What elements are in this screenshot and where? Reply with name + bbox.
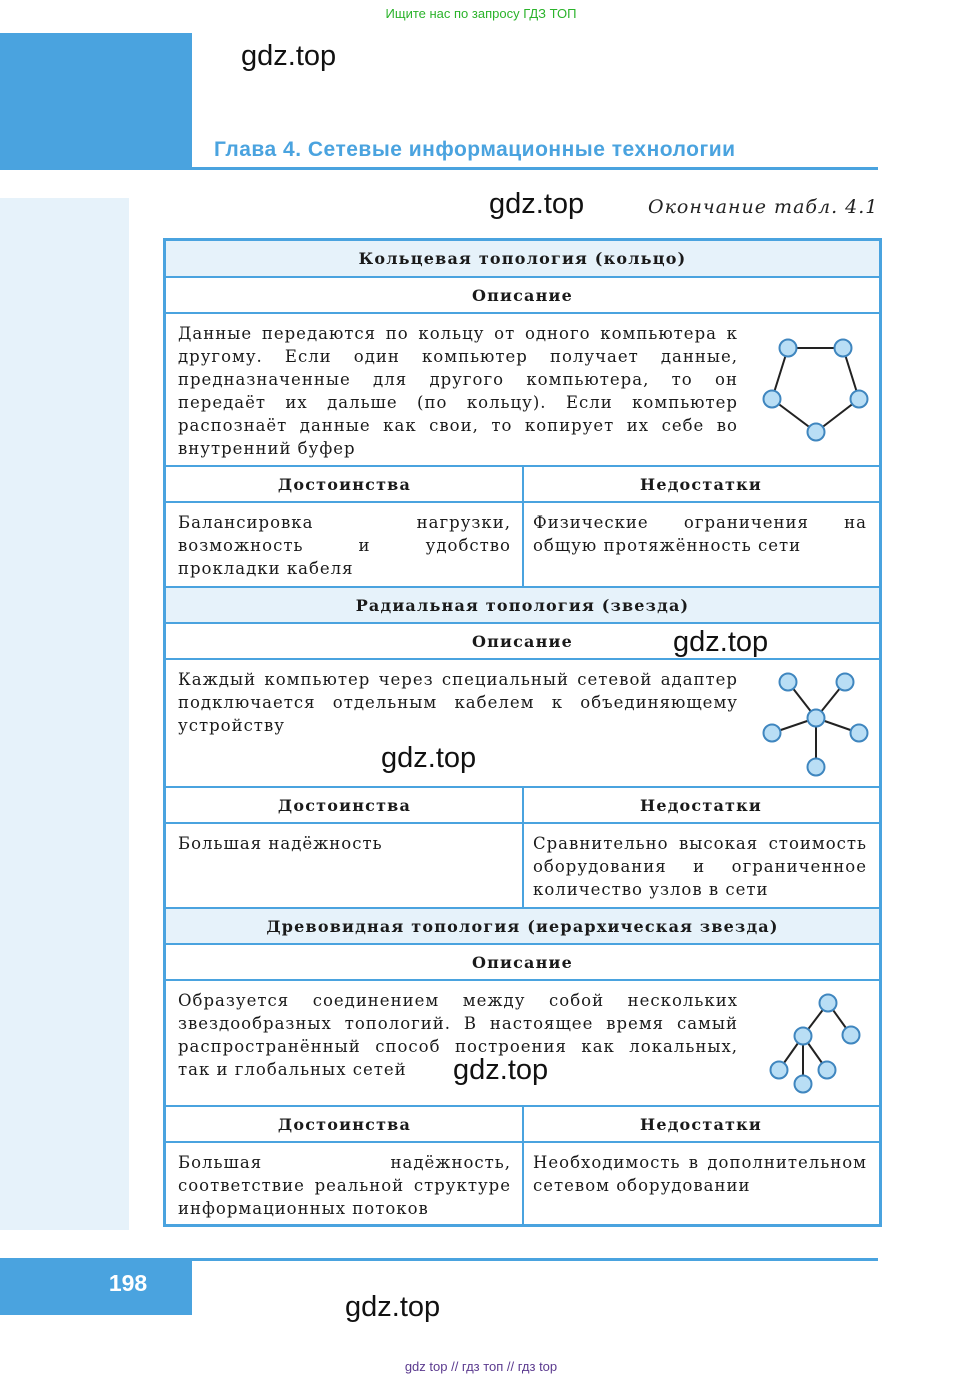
column-divider <box>522 1107 524 1224</box>
table-caption: Окончание табл. 4.1 <box>648 196 879 218</box>
description-text: Данные передаются по кольцу от одного компьютера к другому. Если один компьютер получает данные, предназначенные для другого компьютера, то он передаёт их дальше (по кольцу). Если компьютер распознаёт данные как свои, то копирует их себе во внутренний буфер <box>178 324 738 458</box>
ring-topology-icon <box>761 336 871 446</box>
description-cell <box>166 981 879 1107</box>
chapter-title: Глава 4. Сетевые информационные технологии <box>214 138 736 161</box>
margin-strip <box>0 198 129 1230</box>
footer-rule <box>192 1258 878 1261</box>
cons-text: Физические ограничения на общую протяжённость сети <box>533 513 867 555</box>
description-heading: Описание <box>166 278 879 314</box>
pros-text: Большая надёжность <box>178 834 383 853</box>
section-title-tree: Древовидная топология (иерархическая звезда) <box>166 909 879 945</box>
description-text: Каждый компьютер через специальный сетевой адаптер подключается отдельным кабелем к объединяющему устройству <box>178 670 738 735</box>
description-heading: Описание <box>166 945 879 981</box>
watermark: gdz.top <box>381 742 477 774</box>
header-rule <box>192 167 878 170</box>
watermark: gdz.top <box>453 1054 549 1086</box>
tree-topology-icon <box>761 991 871 1101</box>
pros-text: Балансировка нагрузки, возможность и удобство прокладки кабеля <box>178 513 511 578</box>
star-topology-icon <box>761 670 871 780</box>
watermark: gdz.top <box>673 626 769 658</box>
page-number: 198 <box>108 1270 148 1296</box>
header-accent-block <box>0 33 192 170</box>
cons-heading: Недостатки <box>523 467 879 503</box>
description-heading: Описание <box>166 624 879 660</box>
pros-heading: Достоинства <box>166 788 523 824</box>
search-banner: Ищите нас по запросу ГДЗ ТОП <box>385 6 577 21</box>
column-divider <box>522 467 524 588</box>
description-text: Образуется соединением между собой нескольких звездообразных топологий. В настоящее время самый распространённый способ построения как локальных, так и глобальных сетей <box>178 991 738 1079</box>
description-cell <box>166 660 879 788</box>
cons-text: Необходимость в дополнительном сетевом оборудовании <box>533 1153 867 1195</box>
watermark: gdz.top <box>241 40 337 72</box>
pros-heading: Достоинства <box>166 467 523 503</box>
pros-text: Большая надёжность, соответствие реальной структуре информационных потоков <box>178 1153 511 1218</box>
pros-heading: Достоинства <box>166 1107 523 1143</box>
footer-links[interactable]: gdz top // гдз топ // гдз top <box>404 1359 558 1374</box>
column-divider <box>522 788 524 909</box>
watermark: gdz.top <box>489 188 585 220</box>
cons-heading: Недостатки <box>523 788 879 824</box>
description-cell <box>166 314 879 467</box>
section-title-star: Радиальная топология (звезда) <box>166 588 879 624</box>
cons-heading: Недостатки <box>523 1107 879 1143</box>
watermark: gdz.top <box>345 1291 441 1323</box>
cons-text: Сравнительно высокая стоимость оборудования и ограниченное количество узлов в сети <box>533 834 867 899</box>
section-title-ring: Кольцевая топология (кольцо) <box>166 241 879 278</box>
